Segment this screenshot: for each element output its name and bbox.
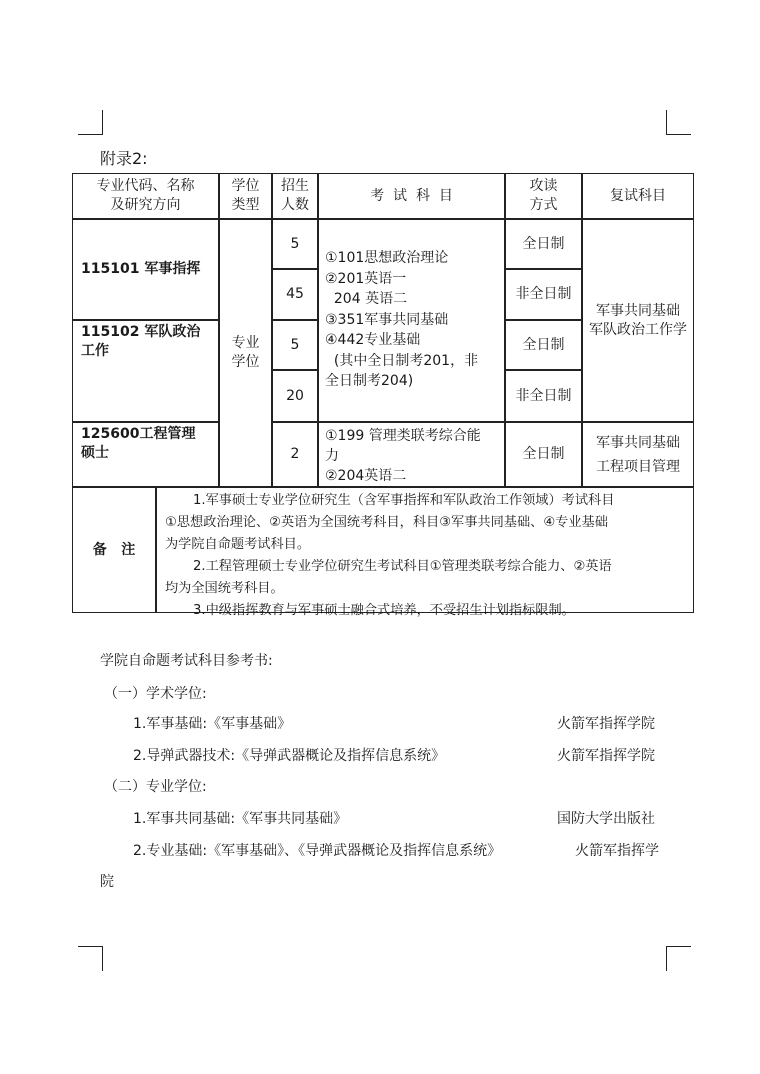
count-cell: 5 <box>272 219 318 269</box>
notes-label: 备 注 <box>72 487 156 613</box>
subjects-engineering <box>318 422 505 487</box>
subject-line: ②204英语二 <box>325 468 407 484</box>
header-degree-type <box>219 173 272 219</box>
professional-item-1-publisher: 国防大学出版社 <box>557 811 655 827</box>
subject-line: ①101思想政治理论 <box>325 250 449 266</box>
header-mode-line2: 方式 <box>529 197 558 213</box>
header-code-name <box>72 173 219 219</box>
program-115102 <box>72 320 219 422</box>
subject-line: 力 <box>325 448 339 464</box>
academic-item-2-publisher: 火箭军指挥学院 <box>557 748 655 764</box>
subjects-military <box>318 219 505 422</box>
subject-line: ④442专业基础 <box>325 332 421 348</box>
header-degree-type-line2: 类型 <box>231 197 260 213</box>
subject-line: ③351军事共同基础 <box>325 311 449 328</box>
retest-line: 军事共同基础 <box>596 434 680 451</box>
header-enrollment-line2: 人数 <box>281 197 309 213</box>
program-115101: 115101 军事指挥 <box>72 219 219 320</box>
header-enrollment-line1: 招生 <box>281 178 309 194</box>
professional-item-2-publisher: 火箭军指挥学 <box>575 843 659 859</box>
program-125600-line1: 125600工程管理 <box>81 426 196 442</box>
program-115102-line2: 工作 <box>81 343 109 359</box>
crop-mark-top-left <box>78 110 103 135</box>
retest-military <box>582 219 694 422</box>
subject-line: 204 英语二 <box>325 291 408 307</box>
mode-cell: 全日制 <box>505 422 582 487</box>
header-code-name-line1: 专业代码、名称 <box>96 178 195 194</box>
mode-cell: 全日制 <box>505 219 582 269</box>
mode-cell: 非全日制 <box>505 370 582 422</box>
academic-item-2: 2.导弹武器技术:《导弹武器概论及指挥信息系统》 <box>133 748 446 764</box>
mode-cell: 全日制 <box>505 320 582 370</box>
count-cell: 45 <box>272 269 318 320</box>
retest-engineering <box>582 422 694 487</box>
professional-heading: （二）专业学位: <box>104 779 207 795</box>
note-line: 均为全国统考科目。 <box>165 581 284 596</box>
count-cell: 20 <box>272 370 318 422</box>
count-cell: 5 <box>272 320 318 370</box>
subject-line: ②201英语一 <box>325 270 407 287</box>
note-line: 3.中级指挥教育与军事硕士融合式培养，不受招生计划指标限制。 <box>193 603 575 618</box>
references-heading: 学院自命题考试科目参考书: <box>100 653 273 669</box>
professional-item-1: 1.军事共同基础:《军事共同基础》 <box>133 811 348 827</box>
degree-type-line1: 专业 <box>231 335 260 351</box>
publisher-wrap-tail: 院 <box>100 874 114 890</box>
note-line: 为学院自命题考试科目。 <box>165 537 311 552</box>
header-degree-type-line1: 学位 <box>231 178 260 194</box>
header-subjects: 考 试 科 目 <box>318 173 505 219</box>
mode-cell: 非全日制 <box>505 269 582 320</box>
professional-item-2: 2.专业基础:《军事基础》、《导弹武器概论及指挥信息系统》 <box>133 843 502 859</box>
note-line: 2.工程管理硕士专业学位研究生考试科目①管理类联考综合能力、②英语 <box>193 559 612 574</box>
crop-mark-bottom-right <box>666 946 691 971</box>
note-line: 1.军事硕士专业学位研究生（含军事指挥和军队政治工作领域）考试科目 <box>193 493 615 508</box>
program-125600-line2: 硕士 <box>81 445 109 461</box>
notes-content <box>156 487 694 618</box>
degree-type-line2: 学位 <box>231 354 260 370</box>
academic-item-1: 1.军事基础:《军事基础》 <box>133 716 292 732</box>
academic-heading: （一）学术学位: <box>104 686 207 702</box>
program-125600 <box>72 422 219 487</box>
subject-line: ①199 管理类联考综合能 <box>325 428 481 444</box>
retest-line: 工程项目管理 <box>596 458 680 475</box>
crop-mark-bottom-left <box>78 946 103 971</box>
count-cell: 2 <box>272 422 318 487</box>
appendix-label: 附录2: <box>100 149 148 168</box>
header-retest: 复试科目 <box>582 173 694 219</box>
header-enrollment <box>272 173 318 219</box>
program-115102-line1: 115102 军队政治 <box>81 324 201 340</box>
academic-item-1-publisher: 火箭军指挥学院 <box>557 716 655 732</box>
note-line: ①思想政治理论、②英语为全国统考科目，科目③军事共同基础、④专业基础 <box>165 515 608 530</box>
header-mode <box>505 173 582 219</box>
header-mode-line1: 攻读 <box>529 178 558 194</box>
retest-line: 军队政治工作学 <box>589 321 687 338</box>
retest-line: 军事共同基础 <box>596 302 680 319</box>
degree-type-professional <box>219 219 272 487</box>
subject-line: 全日制考204) <box>325 373 414 389</box>
header-code-name-line2: 及研究方向 <box>110 197 181 213</box>
subject-line: (其中全日制考201，非 <box>325 352 479 369</box>
crop-mark-top-right <box>666 110 691 135</box>
enrollment-table <box>72 173 694 618</box>
